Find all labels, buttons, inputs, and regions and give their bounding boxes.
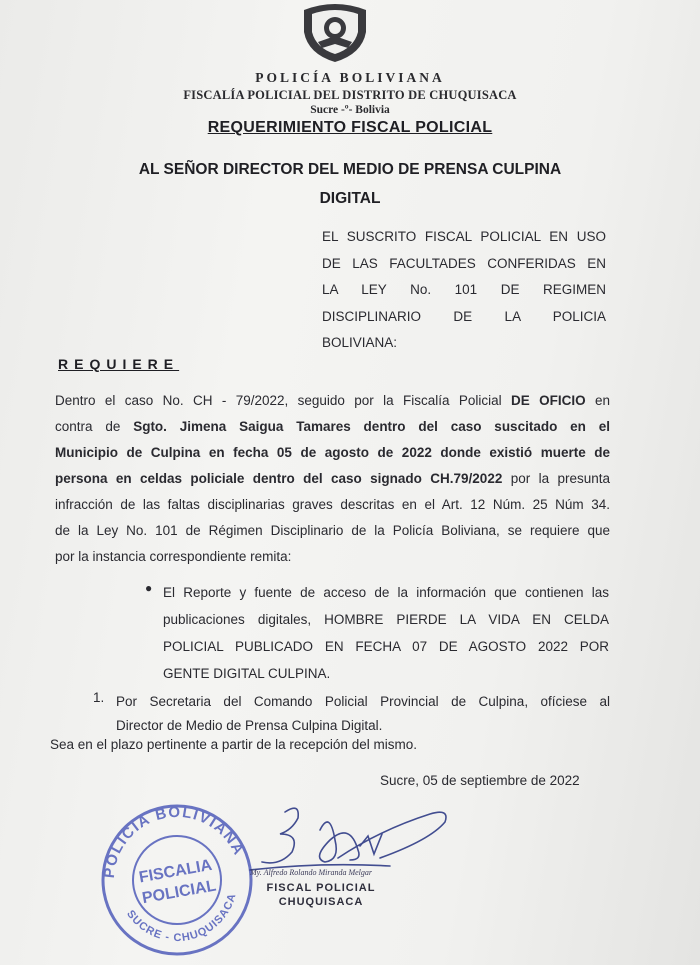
bullet-line: publicaciones digitales, HOMBRE PIERDE LA VIDA EN CELDA [163,612,609,627]
numbered-item-number: 1. [93,690,105,705]
intro-paragraph [322,224,606,357]
numbered-line: Por Secretaria del Comando Policial Provincial de Culpina, ofíciese al [116,694,610,709]
body-bold-text: Municipio de Culpina en fecha 05 de agosto de 2022 donde existió muerte de [55,445,610,460]
document-title: REQUERIMIENTO FISCAL POLICIAL [207,119,493,136]
closing-sentence: Sea en el plazo pertinente a partir de la recepción del mismo. [50,737,417,752]
intro-line: DE LAS FACULTADES CONFERIDAS EN [322,255,606,271]
numbered-item [116,690,610,738]
header-office: FISCALÍA POLICIAL DEL DISTRITO DE CHUQUISACA [183,88,517,102]
stamp-middle-line-2: POLICIAL [140,877,218,908]
header-location: Sucre -º- Bolivia [310,104,390,116]
numbered-line: Director de Medio de Prensa Culpina Digital. [116,718,383,733]
body-line-4 [55,466,610,492]
body-line-3 [55,440,610,466]
header-institution: POLICÍA BOLIVIANA [255,70,445,85]
body-line-2 [55,414,610,440]
bullet-dot-icon: ● [145,581,153,595]
body-text: contra de [55,419,134,434]
body-bold-text: dentro del caso suscitado en el [350,419,610,434]
body-line-5: infracción de las faltas disciplinarias graves descritas en el Art. 12 Núm. 25 Núm 34. [55,497,610,512]
signer-title: FISCAL POLICIAL [266,882,376,894]
intro-line: EL SUSCRITO FISCAL POLICIAL EN USO [322,229,606,244]
police-crest-emblem [296,2,374,64]
requiere-heading: REQUIERE [58,356,180,372]
bullet-line: POLICIAL PUBLICADO EN FECHA 07 DE AGOSTO 2022 POR [163,639,609,654]
addressee-line-1: AL SEÑOR DIRECTOR DEL MEDIO DE PRENSA CULPINA [138,161,562,178]
stamp-middle-line-1: FISCALIA [137,856,214,887]
bullet-item [163,579,609,687]
signer-name: My. Alfredo Rolando Miranda Melgar [250,868,372,877]
body-line-7: por la instancia correspondiente remita: [55,549,292,564]
stamp-bottom-text: SUCRE - CHUQUISACA [124,891,239,945]
body-paragraph [55,388,610,570]
body-text: Dentro el caso No. CH - 79/2022, seguido por la Fiscalía Policial [55,393,511,408]
body-line-1 [55,388,610,414]
official-stamp [92,800,262,960]
body-bold-text: Sgto. Jimena Saigua Tamares [133,419,351,434]
intro-line: BOLIVIANA: [322,335,398,350]
bullet-line: GENTE DIGITAL CULPINA. [163,666,331,681]
bullet-line: El Reporte y fuente de acceso de la información que contienen las [163,585,609,600]
addressee-line-2: DIGITAL [319,190,381,207]
intro-line: LA LEY No. 101 DE REGIMEN [322,282,606,297]
body-line-6: de la Ley No. 101 de Régimen Disciplinario de la Policía Boliviana, se requiere que [55,523,610,538]
body-bold-text: persona en celdas policiale dentro del caso signado CH.79/2022 [55,471,503,486]
document-date: Sucre, 05 de septiembre de 2022 [380,773,580,788]
intro-line: DISCIPLINARIO DE LA POLICIA [322,308,606,324]
body-text: en [585,393,610,408]
body-bold-text: DE OFICIO [510,393,586,408]
signer-department: CHUQUISACA [278,896,364,908]
stamp-top-text: POLICIA BOLIVIANA [100,803,248,879]
body-text: por la presunta [502,471,611,486]
